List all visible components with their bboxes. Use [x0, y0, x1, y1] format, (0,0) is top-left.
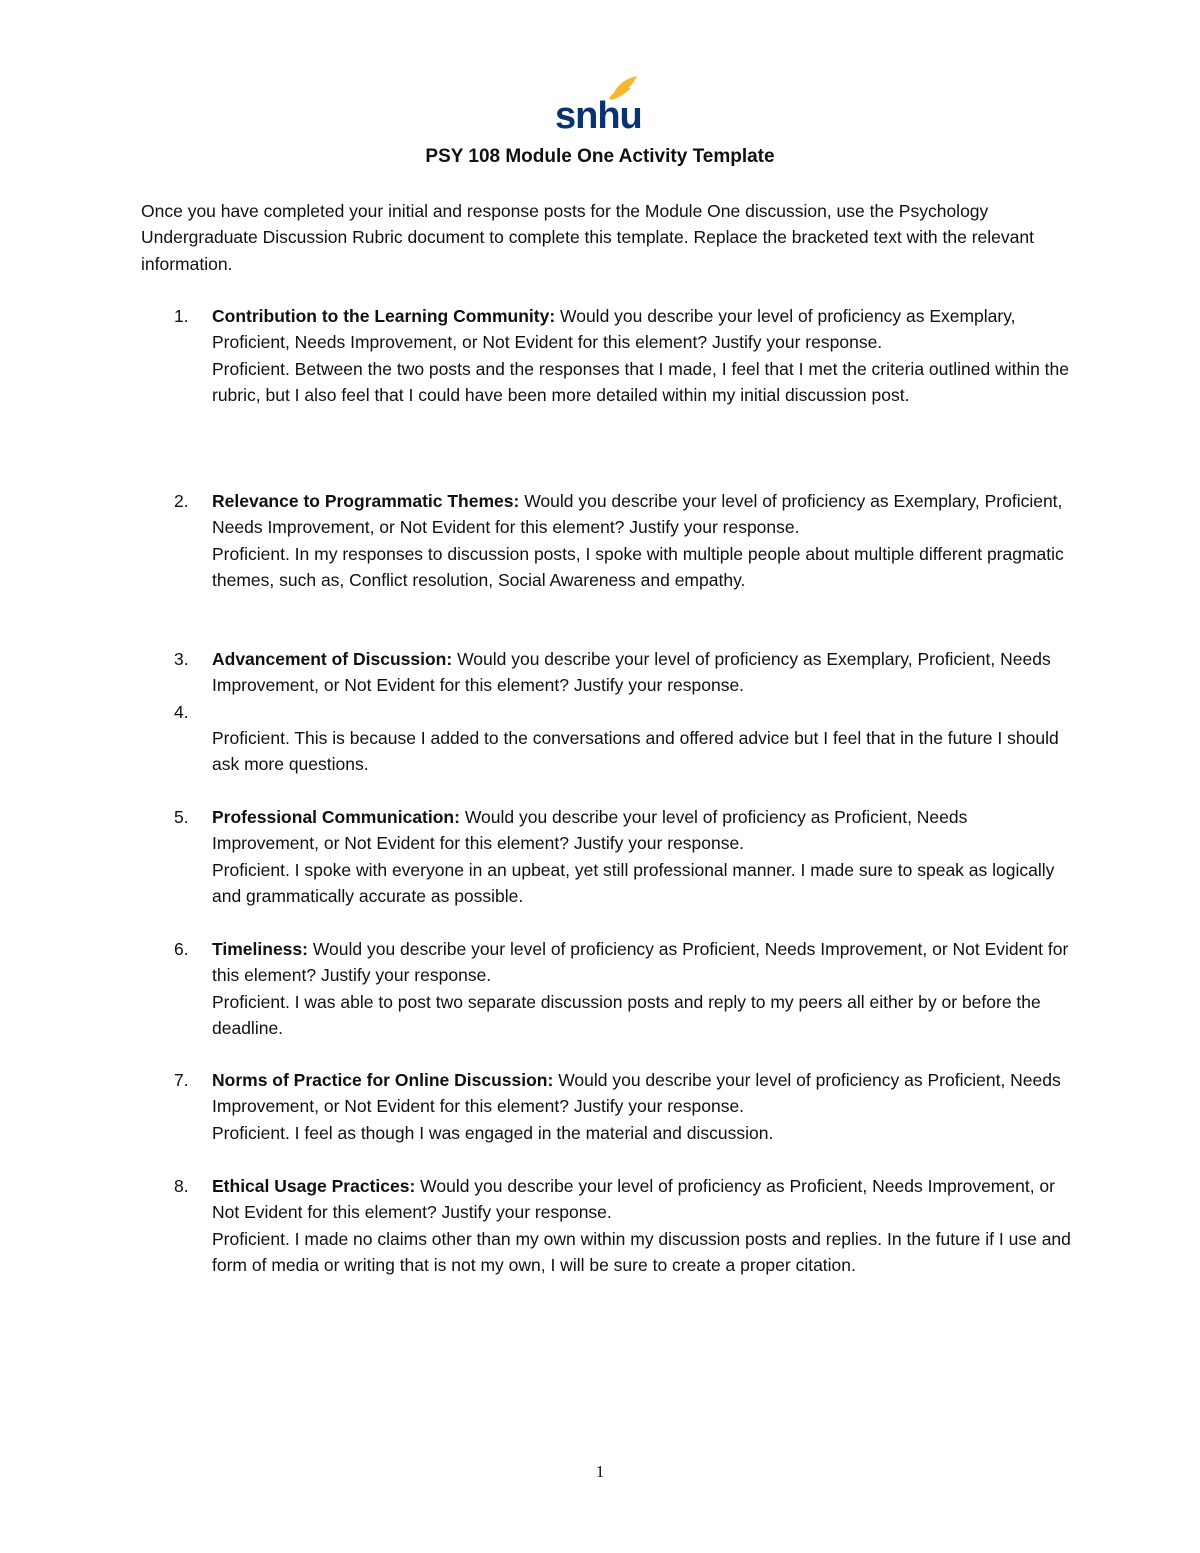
criterion-label: Norms of Practice for Online Discussion: — [212, 1070, 554, 1090]
criterion-label: Relevance to Programmatic Themes: — [212, 491, 520, 511]
prompt-text: Would you describe your level of proficiency as Proficient, Needs Improvement, or Not Evident for this element? Justify your response. — [212, 807, 968, 854]
question-text — [212, 936, 1072, 989]
list-number: 3. — [174, 649, 189, 669]
list-number: 8. — [174, 1176, 189, 1196]
list-number: 7. — [174, 1070, 189, 1090]
answer-text: Proficient. I feel as though I was engaged in the material and discussion. — [212, 1122, 774, 1143]
snhu-leaf-logo-icon — [553, 76, 643, 132]
prompt-text: Would you describe your level of proficiency as Exemplary, Proficient, Needs Improvement, or Not Evident for this element? Justify your response. — [212, 491, 1063, 538]
list-number: 1. — [174, 306, 189, 326]
criterion-label: Timeliness: — [212, 939, 308, 959]
document-title: PSY 108 Module One Activity Template — [425, 146, 775, 167]
answer-text: Proficient. Between the two posts and the responses that I made, I feel that I met the criteria outlined within the rubric, but I also feel that I could have been more detailed within my initial discussion post. — [212, 358, 1070, 406]
question-text — [212, 646, 1072, 699]
list-number: 5. — [174, 807, 189, 827]
prompt-text: Would you describe your level of proficiency as Proficient, Needs Improvement, or Not Evident for this element? Justify your response. — [212, 1176, 1055, 1223]
answer-text: Proficient. I made no claims other than my own within my discussion posts and replies. In the future if I use and form of media or writing that is not my own, I will be sure to create a proper citation. — [212, 1228, 1071, 1276]
page-number: 1 — [595, 1462, 605, 1481]
list-number: 6. — [174, 939, 189, 959]
criterion-label: Ethical Usage Practices: — [212, 1176, 416, 1196]
criterion-label: Professional Communication: — [212, 807, 460, 827]
answer-text: Proficient. I was able to post two separate discussion posts and reply to my peers all either by or before the deadline. — [212, 991, 1041, 1039]
question-text — [212, 488, 1072, 541]
intro-paragraph: Once you have completed your initial and response posts for the Module One discussion, use the Psychology Undergraduate Discussion Rubric document to complete this template. Replace the bracketed text with the relevant information. — [141, 201, 1034, 274]
question-text — [212, 1067, 1072, 1120]
logo-text: snhu — [555, 95, 642, 132]
question-text — [212, 303, 1072, 356]
prompt-text: Would you describe your level of proficiency as Exemplary, Proficient, Needs Improvement, or Not Evident for this element? Justify your response. — [212, 306, 1016, 353]
question-text — [212, 804, 1072, 857]
prompt-text: Would you describe your level of proficiency as Exemplary, Proficient, Needs Improvement, or Not Evident for this element? Justify your response. — [212, 649, 1051, 696]
criterion-label: Advancement of Discussion: — [212, 649, 453, 669]
question-text — [212, 1173, 1072, 1226]
answer-text: Proficient. I spoke with everyone in an upbeat, yet still professional manner. I made sure to speak as logically and grammatically accurate as possible. — [212, 859, 1055, 907]
snhu-logo — [553, 76, 643, 132]
answer-text: Proficient. In my responses to discussion posts, I spoke with multiple people about multiple different pragmatic themes, such as, Conflict resolution, Social Awareness and empathy. — [212, 543, 1064, 591]
prompt-text: Would you describe your level of proficiency as Proficient, Needs Improvement, or Not Evident for this element? Justify your response. — [212, 1070, 1061, 1117]
criterion-label: Contribution to the Learning Community: — [212, 306, 556, 326]
list-number: 2. — [174, 491, 189, 511]
answer-text: Proficient. This is because I added to the conversations and offered advice but I feel that in the future I should ask more questions. — [212, 728, 1059, 775]
list-number: 4. — [174, 702, 189, 722]
prompt-text: Would you describe your level of proficiency as Proficient, Needs Improvement, or Not Evident for this element? Justify your response. — [212, 939, 1069, 986]
